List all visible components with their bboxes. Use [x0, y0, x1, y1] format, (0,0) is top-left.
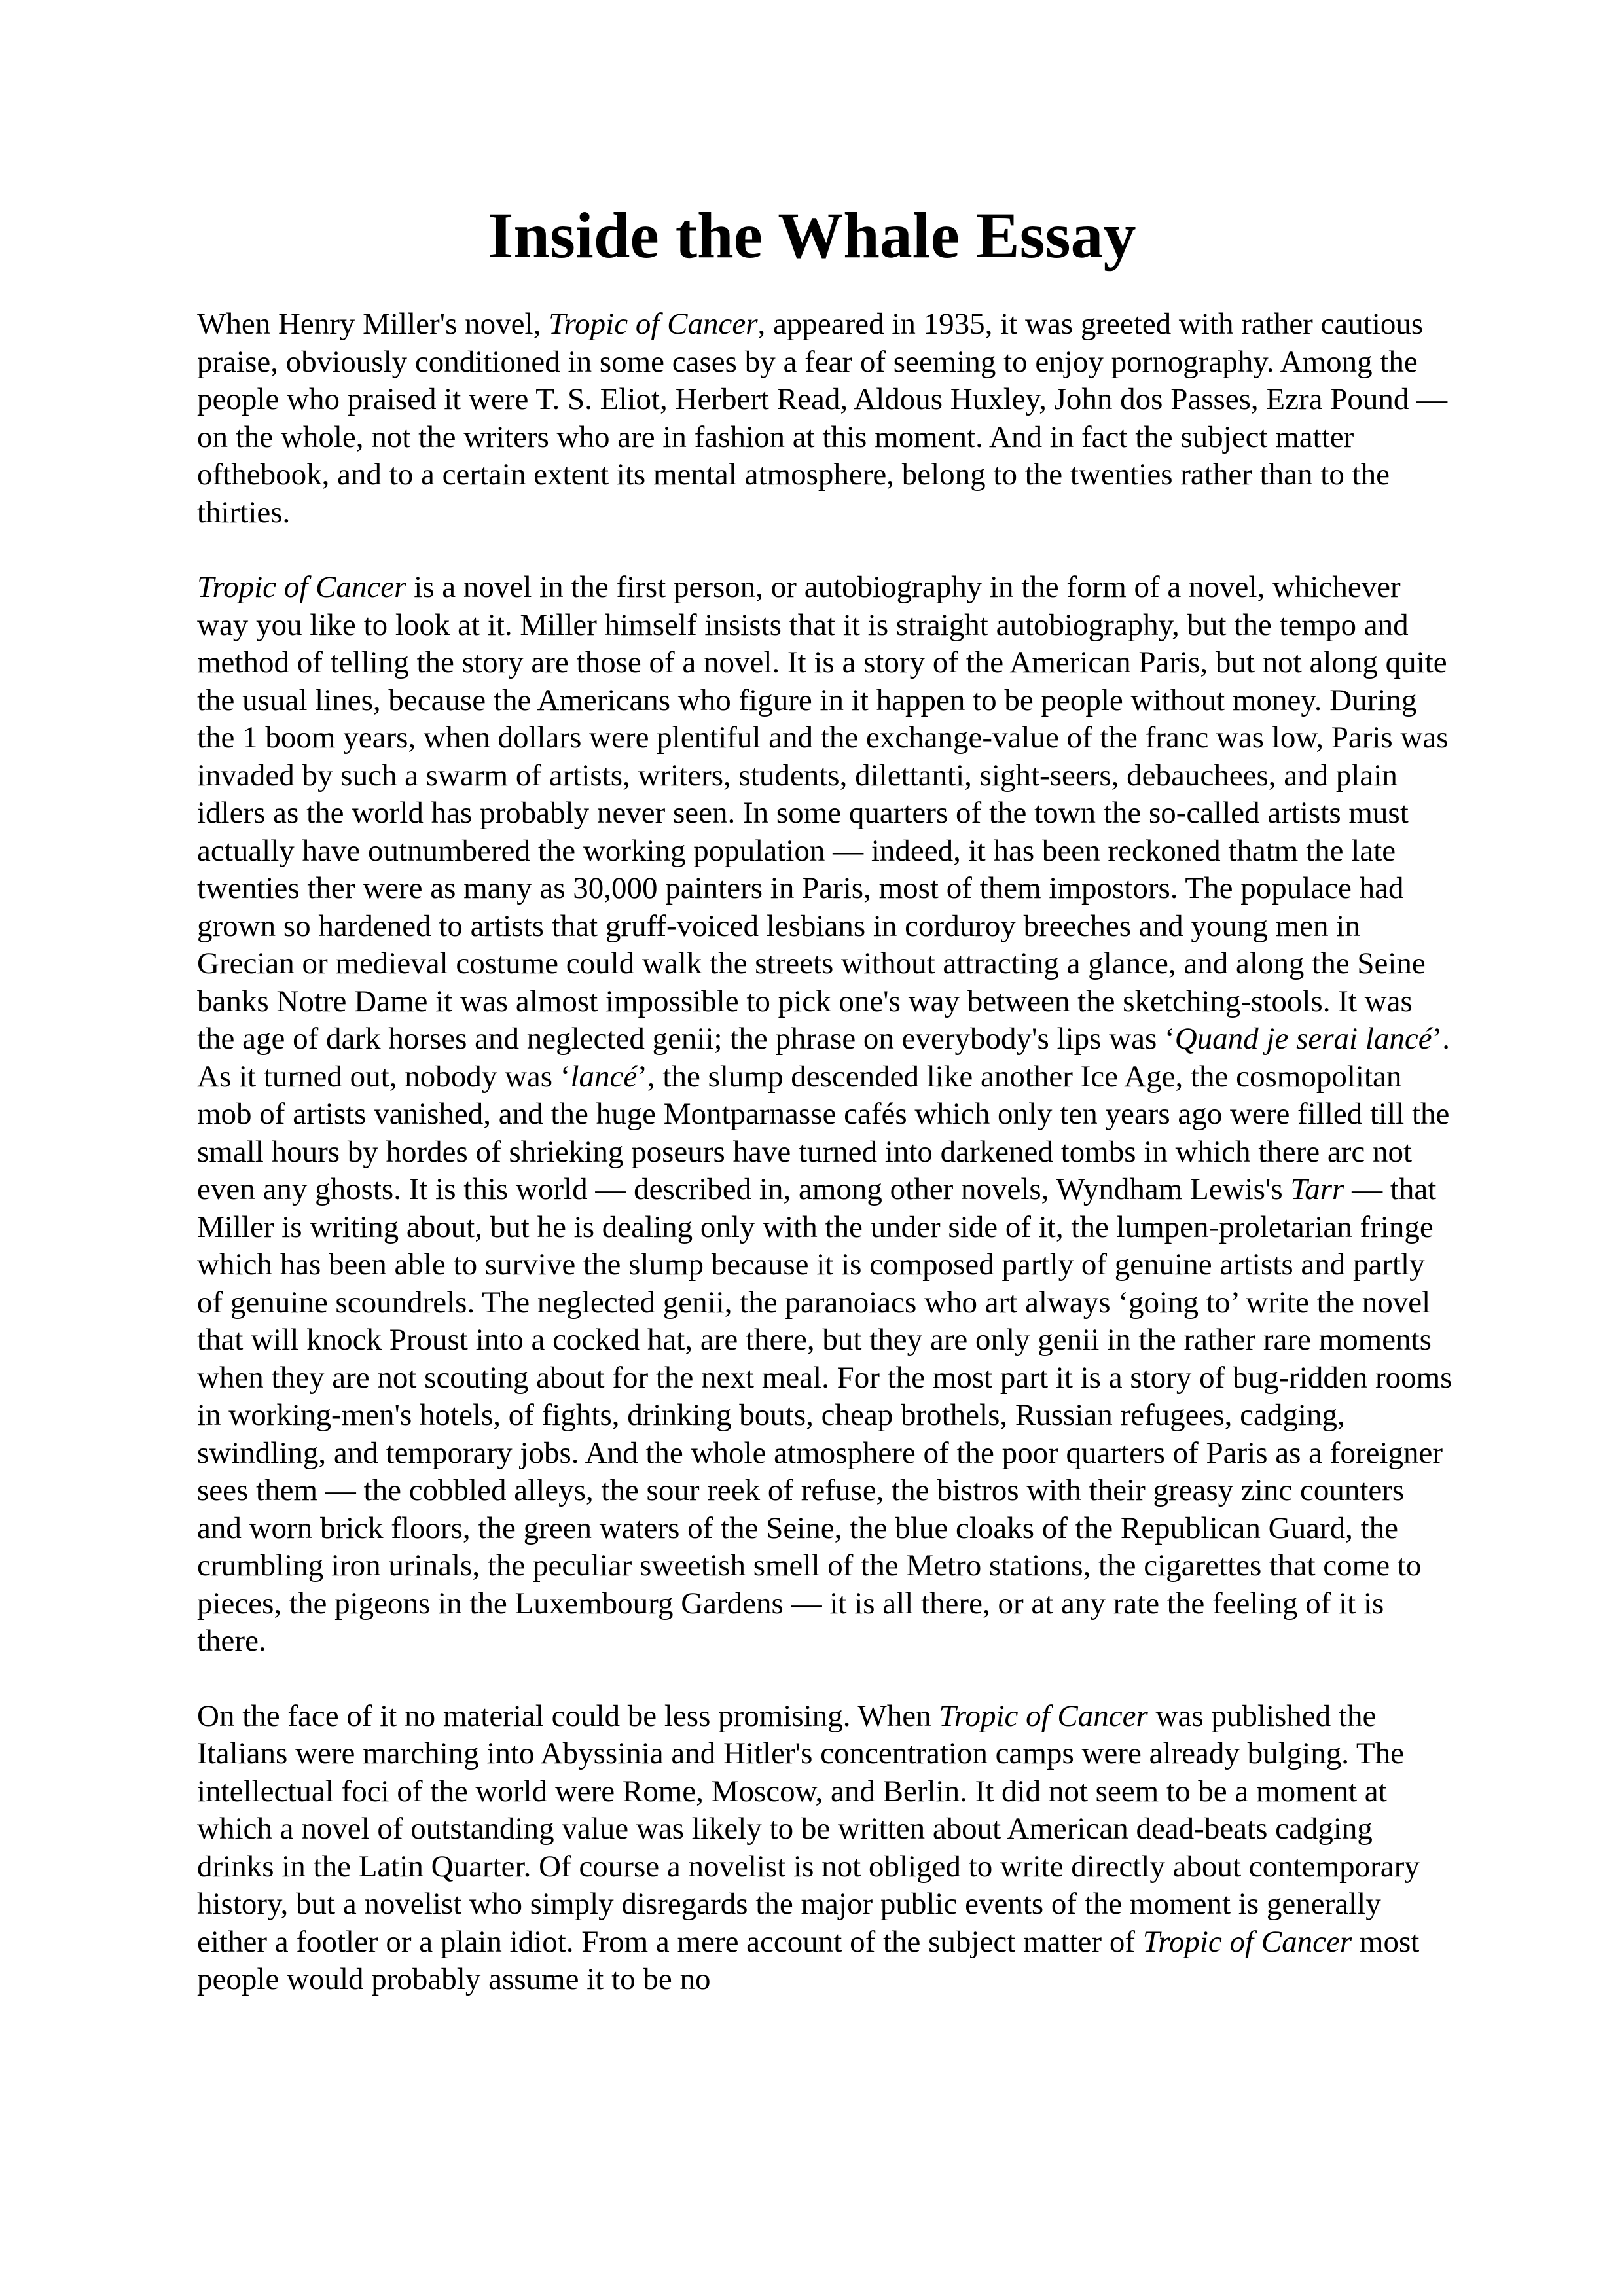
italic-text-run: Tropic of Cancer — [197, 570, 406, 604]
text-run: — that Miller is writing about, but he is dealing only with the under side of it, the lumpen-proletarian fringe which has been able to survive the slump because it is composed partly of genuine artists and partly of genuine scoundrels. The neglected genii, the paranoiacs who art always ‘going to’ write the novel that will knock Proust into a cocked hat, are there, but they are only genii in the rather rare moments when they are not scouting about for the next meal. For the most part it is a story of bug-ridden rooms in working-men's hotels, of fights, drinking bouts, cheap brothels, Russian refugees, cadging, swindling, and temporary jobs. And the whole atmosphere of the poor quarters of Paris as a foreigner sees them — the cobbled alleys, the sour reek of refuse, the bistros with their greasy zinc counters and worn brick floors, the green waters of the Seine, the blue cloaks of the Republican Guard, the crumbling iron urinals, the peculiar sweetish smell of the Metro stations, the cigarettes that come to pieces, the pigeons in the Luxembourg Gardens — it is all there, or at any rate the feeling of it is there. — [197, 1172, 1460, 1658]
text-run: On the face of it no material could be less promising. When — [197, 1698, 939, 1733]
body-paragraph — [197, 1698, 1454, 1999]
text-run: was published the Italians were marching into Abyssinia and Hitler's concentration camps were already bulging. The intellectual foci of the world were Rome, Moscow, and Berlin. It did not seem to be a moment at which a novel of outstanding value was likely to be written about American dead-beats cadging drinks in the Latin Quarter. Of course a novelist is not obliged to write directly about contemporary history, but a novelist who simply disregards the major public events of the moment is generally either a footler or a plain idiot. From a mere account of the subject matter of — [197, 1698, 1428, 1959]
italic-text-run: Quand je serai lancé — [1174, 1022, 1432, 1056]
italic-text-run: Tropic of Cancer — [1142, 1924, 1352, 1959]
text-run: ’, the slump descended like another Ice Age, the cosmopolitan mob of artists vanished, and the huge Montparnasse cafés which only ten years ago were filled till the small hours by hordes of shrieking poseurs have turned into darkened tombs in which there arc not even any ghosts. It is this world — described in, among other novels, Wyndham Lewis's — [197, 1059, 1458, 1206]
body-paragraph — [197, 569, 1460, 1660]
page-title: Inside the Whale Essay — [488, 199, 1136, 272]
document-body — [197, 306, 1460, 2036]
text-run: is a novel in the first person, or autobiography in the form of a novel, whichever way you like to look at it. Miller himself insists that it is straight autobiography, but the tempo and method of telling the story are those of a novel. It is a story of the American Paris, but not along quite the usual lines, because the Americans who figure in it happen to be people without money. During the 1 boom years, when dollars were plentiful and the exchange-value of the franc was low, Paris was invaded by such a swarm of artists, writers, students, dilettanti, sight-seers, debauchees, and plain idlers as the world has probably never seen. In some quarters of the town the so-called artists must actually have outnumbered the working population — indeed, it has been reckoned thatm the late twenties ther were as many as 30,000 painters in Paris, most of them impostors. The populace had grown so hardened to artists that gruff-voiced lesbians in corduroy breeches and young men in Grecian or medieval costume could walk the streets without attracting a glance, and along the Seine banks Notre Dame it was almost impossible to pick one's way between the sketching-stools. It was the age of dark horses and neglected genii; the phrase on everybody's lips was ‘ — [197, 570, 1456, 1056]
body-paragraph — [197, 306, 1454, 531]
text-run: , appeared in 1935, it was greeted with rather cautious praise, obviously conditioned in some cases by a fear of seeming to enjoy pornography. Among the people who praised it were T. S. Eliot, Herbert Read, Aldous Huxley, John dos Passes, Ezra Pound — on the whole, not the writers who are in fashion at this moment. And in fact the subject matter ofthebook, and to a certain extent its mental atmosphere, belong to the twenties rather than to the thirties. — [197, 307, 1455, 529]
text-run: ’. As it turned out, nobody was ‘ — [197, 1022, 1456, 1094]
italic-text-run: lancé — [570, 1059, 638, 1094]
italic-text-run: Tarr — [1290, 1172, 1344, 1206]
text-run: When Henry Miller's novel, — [197, 307, 549, 341]
text-run: most people would probably assume it to be no — [197, 1924, 1428, 1996]
italic-text-run: Tropic of Cancer — [549, 307, 758, 341]
italic-text-run: Tropic of Cancer — [939, 1698, 1148, 1733]
